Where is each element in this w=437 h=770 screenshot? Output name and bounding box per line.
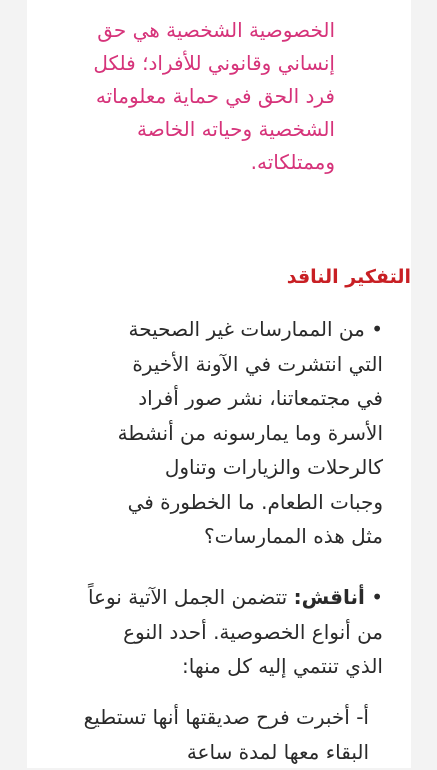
critical-thinking-heading: التفكير الناقد [286, 266, 411, 288]
question-1-paragraph [113, 312, 383, 554]
privacy-definition-text: الخصوصية الشخصية هي حق إنساني وقانوني للأفراد؛ فلكل فرد الحق في حماية معلوماته الشخصية وحياته الخاصة وممتلكاته. [93, 18, 335, 174]
item-a-text: أ- أخبرت فرح صديقتها أنها تستطيع البقاء معها لمدة ساعة [83, 705, 369, 764]
discuss-label: أناقش: [293, 585, 365, 609]
question-2-paragraph [83, 580, 383, 684]
bullet-marker: • [371, 585, 383, 609]
question-1-text: من الممارسات غير الصحيحة التي انتشرت في الآونة الأخيرة في مجتمعاتنا، نشر صور أفراد الأسرة وما يمارسونه من أنشطة كالرحلات والزيارات وتناول وجبات الطعام. ما الخطورة في مثل هذه الممارسات؟ [117, 317, 383, 548]
bullet-marker: • [371, 317, 383, 341]
textbook-page [27, 0, 411, 768]
question-2-text: تتضمن الجمل الآتية نوعاً من أنواع الخصوصية. أحدد النوع الذي تنتمي إليه كل منها: [87, 585, 383, 678]
